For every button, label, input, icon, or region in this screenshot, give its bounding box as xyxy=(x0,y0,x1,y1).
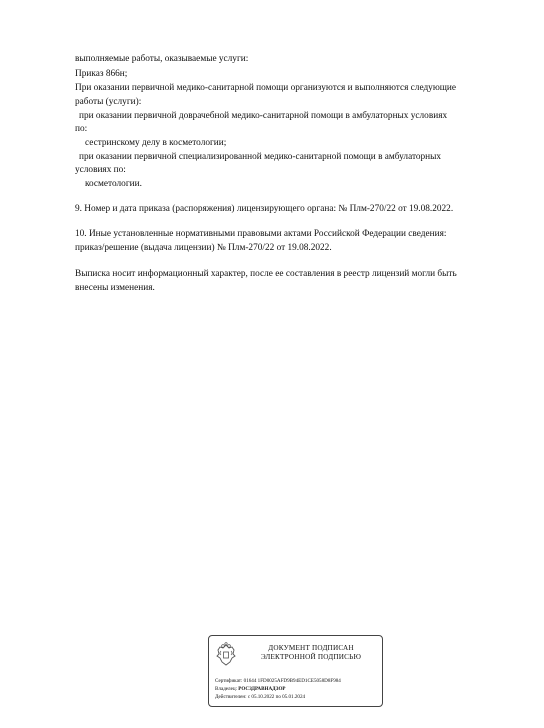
signature-title-line: ЭЛЕКТРОННОЙ ПОДПИСЬЮ xyxy=(260,653,362,661)
validity-label: Действителен: xyxy=(215,694,247,700)
owner-value: РОСЗДРАВНАДЗОР xyxy=(238,686,286,692)
signature-title-line: ДОКУМЕНТ ПОДПИСАН xyxy=(268,644,354,652)
text-line: условиях по: xyxy=(75,165,126,175)
text-line: сестринскому делу в косметологии; xyxy=(85,138,227,148)
owner-row xyxy=(215,685,341,693)
text-line: При оказании первичной медико-санитарной помощи организуются и выполняются следующие xyxy=(75,83,457,93)
signature-title xyxy=(245,644,377,662)
text-line: работы (услуги): xyxy=(75,97,142,107)
text-line: по: xyxy=(75,124,88,134)
text-line: косметологии. xyxy=(85,179,142,189)
owner-label: Владелец: xyxy=(215,686,237,692)
text-line: выполняемые работы, оказываемые услуги: xyxy=(75,54,249,64)
validity-row xyxy=(215,693,341,701)
russian-coat-of-arms-icon xyxy=(215,642,237,668)
certificate-row xyxy=(215,677,341,685)
electronic-signature-stamp xyxy=(208,635,383,707)
text-line: Приказ 866н; xyxy=(75,69,128,79)
certificate-value: 01644 1FD0025AFD9B94ED1CE5058D8F984 xyxy=(243,678,341,684)
text-line: при оказании первичной доврачебной медико-санитарной помощи в амбулаторных условиях xyxy=(79,111,448,121)
signature-details xyxy=(215,677,341,701)
other-info-paragraph: приказ/решение (выдача лицензии) № Плм-270/22 от 19.08.2022. xyxy=(75,243,332,253)
text-line: при оказании первичной специализированной медико-санитарной помощи в амбулаторных xyxy=(79,152,442,162)
disclaimer-paragraph: Выписка носит информационный характер, после ее составления в реестр лицензий могли быть xyxy=(75,269,457,279)
validity-value: с 05.10.2022 по 05.01.2024 xyxy=(247,694,306,700)
certificate-label: Сертификат: xyxy=(215,678,243,684)
order-number-paragraph: 9. Номер и дата приказа (распоряжения) лицензирующего органа: № Плм-270/22 от 19.08.2022. xyxy=(75,204,454,214)
disclaimer-paragraph: внесены изменения. xyxy=(75,283,155,293)
other-info-paragraph: 10. Иные установленные нормативными правовыми актами Российской Федерации сведения: xyxy=(75,229,447,239)
